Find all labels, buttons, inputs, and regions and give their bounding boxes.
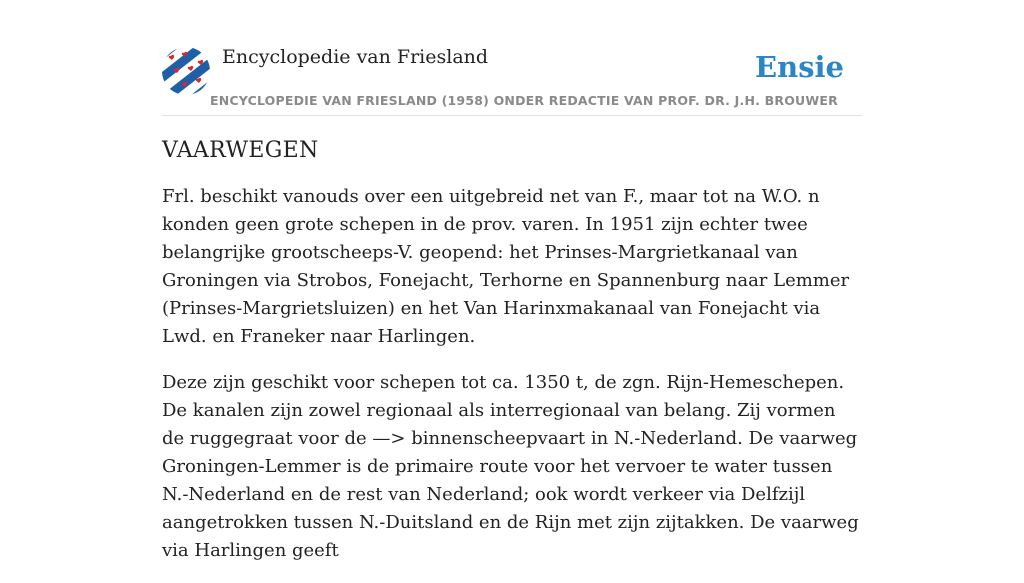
ensie-brand-logo[interactable]: Ensie [755,50,844,84]
article-title: VAARWEGEN [162,138,319,163]
article-paragraph: Frl. beschikt vanouds over een uitgebreid net van F., maar tot na W.O. n konden geen grote schepen in de prov. varen. In 1951 zijn echter twee belangrijke grootscheeps-V. geopend: het Prinses-Margrietkanaal van Groningen via Strobos, Fonejacht, Terhorne en Spannenburg naar Lemmer (Prinses-Margrietsluizen) en het Van Harinxmakanaal van Fonejacht via Lwd. en Franeker naar Harlingen. [162,186,850,347]
site-header [162,46,862,116]
header-divider [162,115,862,116]
article-content [162,138,862,583]
article-paragraph: Deze zijn geschikt voor schepen tot ca. 1350 t, de zgn. Rijn-Hemeschepen. De kanalen zijn zowel regionaal als interregionaal van belang. Zij vormen de ruggegraat voor de —> binnenscheepvaart in N.-Nederland. De vaarweg Groningen-Lemmer is de primaire route voor het vervoer te water tussen N.-Nederland en de rest van Nederland; ook wordt verkeer via Delfzijl aangetrokken tussen N.-Duitsland en de Rijn met zijn zijtakken. De vaarweg via Harlingen geeft [162,372,859,561]
site-name-link[interactable]: Encyclopedie van Friesland [222,46,489,68]
encyclopedia-subtitle: ENCYCLOPEDIE VAN FRIESLAND (1958) ONDER REDACTIE VAN PROF. DR. J.H. BROUWER [210,93,838,108]
frisian-flag-logo-icon[interactable] [162,47,210,95]
